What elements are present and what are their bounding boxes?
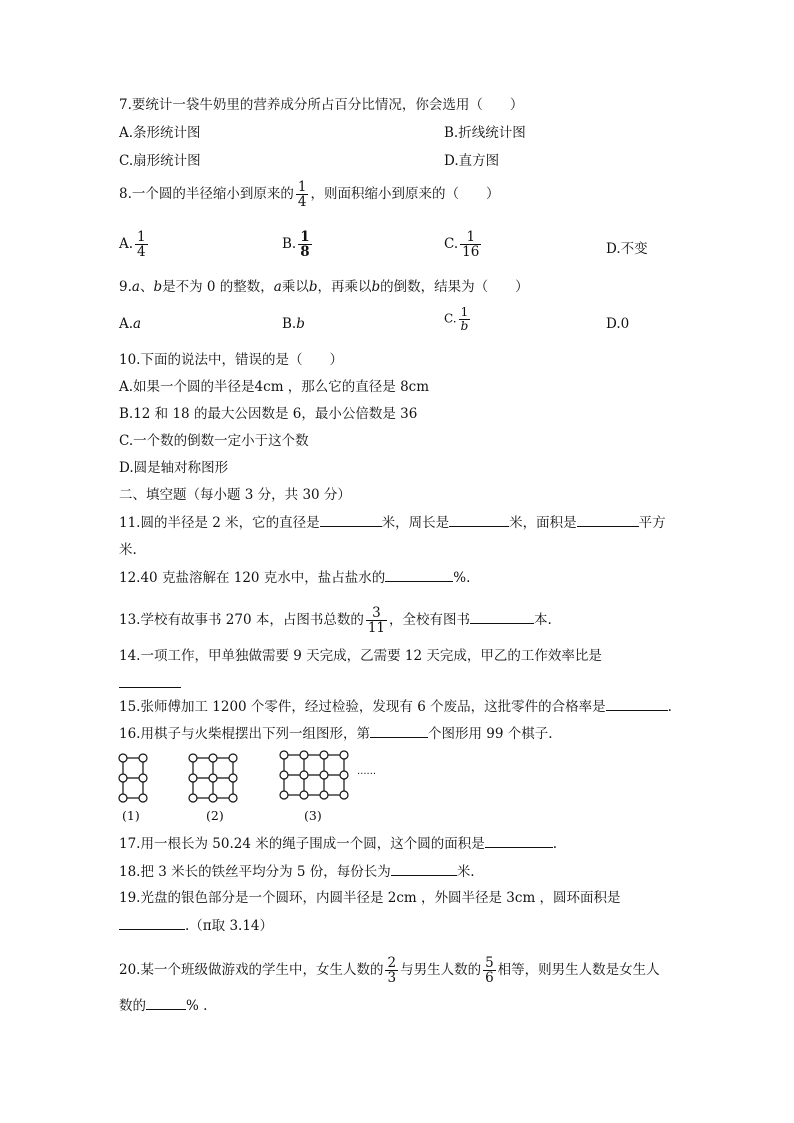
question-15: 15.张师傅加工 1200 个零件，经过检验，发现有 6 个废品，这批零件的合格率是 .	[119, 699, 672, 715]
q8-option-d: D.不变	[606, 241, 648, 257]
answer-blank[interactable]	[606, 697, 668, 711]
answer-blank[interactable]	[320, 513, 382, 527]
question-20: 20.某一个班级做游戏的学生中，女生人数的 $\frac{2}{3}$ 与男生人数的 $\frac{5}{6}$ 相等，则男生人数是女生人	[119, 955, 660, 987]
fraction: $\frac{1}{16}$	[462, 229, 480, 261]
fraction: $\frac{1}{b}$	[460, 305, 469, 333]
section-heading: 二、填空题（每小题 3 分，共 30 分）	[119, 487, 351, 503]
question-14-cont	[119, 674, 181, 693]
answer-blank[interactable]	[119, 674, 181, 688]
question-12: 12.40 克盐溶解在 120 克水中，盐占盐水的 %.	[119, 570, 471, 586]
fraction: $\frac{3}{11}$	[367, 605, 386, 637]
figure-label-3: (3)	[304, 808, 322, 823]
q9-option-b: B.b	[282, 316, 305, 332]
fraction: $\frac{2}{3}$	[387, 955, 397, 987]
q7-option-c: C.扇形统计图	[119, 153, 201, 169]
question-7: 7.要统计一袋牛奶里的营养成分所占百分比情况，你会选用（ ）	[119, 97, 524, 113]
figure-label-1: (1)	[122, 808, 140, 823]
fraction: $\frac{1}{4}$	[297, 179, 307, 211]
figure-label-2: (2)	[206, 808, 224, 823]
question-17: 17.用一根长为 50.24 米的绳子围成一个圆，这个圆的面积是 .	[119, 836, 557, 852]
question-19-cont: .（π取 3.14）	[119, 916, 273, 935]
answer-blank[interactable]	[470, 610, 534, 624]
question-11-cont: 米.	[119, 542, 137, 558]
question-20-cont: 数的 % .	[119, 998, 208, 1014]
fraction: $\frac{5}{6}$	[485, 955, 494, 987]
q8-option-c: C. $\frac{1}{16}$	[444, 229, 480, 261]
q10-option-c: C.一个数的倒数一定小于这个数	[119, 433, 309, 449]
question-18: 18.把 3 米长的铁丝平均分为 5 份，每份长为 米.	[119, 864, 475, 880]
q7-option-d: D.直方图	[444, 153, 500, 169]
question-19: 19.光盘的银色部分是一个圆环，内圆半径是 2cm ，外圆半径是 3cm ，圆环面积是	[119, 890, 621, 906]
answer-blank[interactable]	[119, 916, 185, 930]
q9-option-a: A.a	[119, 316, 142, 332]
fraction: $\frac{1}{8}$	[300, 229, 310, 261]
ellipsis: ......	[357, 766, 377, 777]
answer-blank[interactable]	[385, 568, 453, 582]
figure-3	[284, 755, 344, 795]
answer-blank[interactable]	[370, 724, 428, 738]
q7-option-a: A.条形统计图	[119, 125, 201, 141]
answer-blank[interactable]	[391, 862, 457, 876]
q9-option-d: D.0	[606, 316, 630, 332]
answer-blank[interactable]	[577, 513, 639, 527]
question-13: 13.学校有故事书 270 本，占图书总数的 $\frac{3}{11}$ ，全校有图书 本.	[119, 605, 552, 637]
question-16: 16.用棋子与火柴棍摆出下列一组图形，第 个图形用 99 个棋子.	[119, 726, 553, 742]
question-9: 9.a、b是不为 0 的整数，a乘以b，再乘以b的倒数，结果为（ ）	[119, 279, 529, 295]
q8-option-a: A. $\frac{1}{4}$	[119, 229, 146, 261]
answer-blank[interactable]	[449, 513, 509, 527]
q8-option-b: B. $\frac{1}{8}$	[282, 229, 310, 261]
question-11: 11.圆的半径是 2 米，它的直径是 米，周长是 米，面积是 平方	[119, 515, 666, 531]
q9-option-c: C. $\frac{1}{b}$	[444, 305, 469, 333]
q7-option-b: B.折线统计图	[444, 125, 526, 141]
answer-blank[interactable]	[146, 996, 186, 1010]
q10-option-d: D.圆是轴对称图形	[119, 460, 229, 476]
fraction: $\frac{1}{4}$	[137, 229, 146, 261]
q10-option-b: B.12 和 18 的最大公因数是 6，最小公倍数是 36	[119, 406, 418, 422]
question-8: 8.一个圆的半径缩小到原来的 $\frac{1}{4}$ ，则面积缩小到原来的（ ）	[119, 179, 500, 211]
answer-blank[interactable]	[485, 834, 553, 848]
q10-option-a: A.如果一个圆的半径是4cm ，那么它的直径是 8cm	[119, 379, 430, 395]
chess-match-figures	[118, 748, 378, 828]
question-10: 10.下面的说法中，错误的是（ ）	[119, 352, 343, 368]
question-14: 14.一项工作，甲单独做需要 9 天完成，乙需要 12 天完成，甲乙的工作效率比是	[119, 648, 602, 664]
